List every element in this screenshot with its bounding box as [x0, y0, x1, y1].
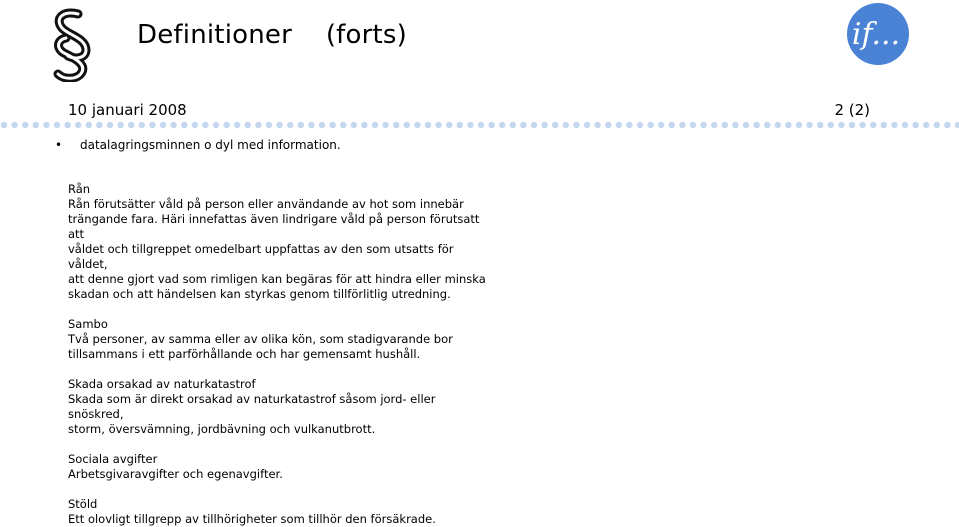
- definition-line: tillsammans i ett parförhållande och har gemensamt hushåll.: [68, 347, 421, 361]
- definition-heading: Skada orsakad av naturkatastrof: [68, 377, 256, 391]
- divider-dot: [870, 122, 876, 128]
- divider-dot: [64, 122, 70, 128]
- bullet-text: datalagringsminnen o dyl med information.: [80, 138, 341, 152]
- divider-dot: [912, 122, 918, 128]
- divider-dot: [372, 122, 378, 128]
- divider-dot: [361, 122, 367, 128]
- bullet-marker: •: [55, 138, 63, 152]
- divider-dot: [425, 122, 431, 128]
- definition-heading: Sociala avgifter: [68, 452, 158, 466]
- divider-dot: [594, 122, 600, 128]
- divider-dot: [573, 122, 579, 128]
- divider-dot: [149, 122, 155, 128]
- definition-heading: Stöld: [68, 497, 98, 511]
- divider-dot: [170, 122, 176, 128]
- definition-line: skadan och att händelsen kan styrkas genom tillförlitlig utredning.: [68, 287, 451, 301]
- divider-dot: [743, 122, 749, 128]
- divider-dot: [202, 122, 208, 128]
- divider-dot: [563, 122, 569, 128]
- divider-dot: [435, 122, 441, 128]
- divider-dot: [806, 122, 812, 128]
- divider-dot: [117, 122, 123, 128]
- divider-dot: [266, 122, 272, 128]
- divider-dot: [213, 122, 219, 128]
- divider-dot: [234, 122, 240, 128]
- divider-dot: [944, 122, 950, 128]
- definition-line: storm, översvämning, jordbävning och vulkanutbrott.: [68, 422, 376, 436]
- divider-dot: [340, 122, 346, 128]
- divider-dot: [75, 122, 81, 128]
- divider-dot: [605, 122, 611, 128]
- dotted-divider: [0, 118, 959, 132]
- divider-dot: [86, 122, 92, 128]
- definition-heading: Sambo: [68, 317, 108, 331]
- divider-dot: [457, 122, 463, 128]
- definition-stold: [68, 497, 488, 527]
- definitions-list: [68, 182, 488, 527]
- divider-dot: [796, 122, 802, 128]
- divider-dot: [700, 122, 706, 128]
- divider-dot: [637, 122, 643, 128]
- divider-dot: [351, 122, 357, 128]
- definition-sambo: [68, 317, 488, 362]
- divider-dot: [891, 122, 897, 128]
- if-logo: [846, 2, 910, 66]
- divider-dot: [478, 122, 484, 128]
- divider-dot: [849, 122, 855, 128]
- divider-dot: [404, 122, 410, 128]
- divider-dot: [838, 122, 844, 128]
- divider-dot: [722, 122, 728, 128]
- divider-dot: [446, 122, 452, 128]
- divider-dot: [764, 122, 770, 128]
- divider-dot: [785, 122, 791, 128]
- divider-dot: [669, 122, 675, 128]
- definition-line: Arbetsgivaravgifter och egenavgifter.: [68, 467, 283, 481]
- definition-line: Rån förutsätter våld på person eller användande av hot som innebär: [68, 197, 464, 211]
- divider-dot: [139, 122, 145, 128]
- divider-dot: [955, 122, 959, 128]
- divider-dot: [33, 122, 39, 128]
- definition-sociala-avgifter: [68, 452, 488, 482]
- divider-dot: [828, 122, 834, 128]
- if-logo-text: if...: [851, 17, 901, 52]
- divider-dot: [934, 122, 940, 128]
- divider-dot: [276, 122, 282, 128]
- definition-line: trängande fara. Häri innefattas även lindrigare våld på person förutsatt att: [68, 212, 480, 241]
- divider-dot: [467, 122, 473, 128]
- divider-dot: [160, 122, 166, 128]
- definition-heading: Rån: [68, 182, 91, 196]
- divider-dot: [393, 122, 399, 128]
- divider-dot: [510, 122, 516, 128]
- divider-dot: [626, 122, 632, 128]
- page-title: Definitioner (forts): [137, 20, 408, 50]
- divider-dot: [923, 122, 929, 128]
- divider-dot: [531, 122, 537, 128]
- divider-dot: [107, 122, 113, 128]
- divider-dot: [552, 122, 558, 128]
- divider-dot: [11, 122, 17, 128]
- divider-dot: [647, 122, 653, 128]
- divider-dot: [255, 122, 261, 128]
- divider-dot: [541, 122, 547, 128]
- divider-dot: [775, 122, 781, 128]
- divider-dot: [96, 122, 102, 128]
- divider-dot: [54, 122, 60, 128]
- definition-line: Två personer, av samma eller av olika kön, som stadigvarande bor: [68, 332, 453, 346]
- divider-dot: [902, 122, 908, 128]
- divider-dot: [414, 122, 420, 128]
- divider-dot: [192, 122, 198, 128]
- divider-dot: [308, 122, 314, 128]
- divider-dot: [499, 122, 505, 128]
- definition-line: att denne gjort vad som rimligen kan begäras för att hindra eller minska: [68, 272, 486, 286]
- divider-dot: [181, 122, 187, 128]
- divider-dot: [382, 122, 388, 128]
- divider-dot: [128, 122, 134, 128]
- divider-dot: [658, 122, 664, 128]
- document-date: 10 januari 2008: [68, 101, 187, 119]
- definition-line: våldet och tillgreppet omedelbart uppfattas av den som utsatts för våldet,: [68, 242, 454, 271]
- divider-dot: [245, 122, 251, 128]
- divider-dot: [753, 122, 759, 128]
- page-number: 2 (2): [834, 101, 870, 119]
- divider-dot: [711, 122, 717, 128]
- divider-dot: [881, 122, 887, 128]
- definition-line: Ett olovligt tillgrepp av tillhörigheter som tillhör den försäkrade.: [68, 512, 436, 526]
- definition-ran: [68, 182, 488, 302]
- divider-dot: [817, 122, 823, 128]
- divider-dot: [329, 122, 335, 128]
- divider-dot: [223, 122, 229, 128]
- divider-dot: [319, 122, 325, 128]
- definition-line: Skada som är direkt orsakad av naturkatastrof såsom jord- eller snöskred,: [68, 392, 436, 421]
- divider-dot: [43, 122, 49, 128]
- divider-dot: [520, 122, 526, 128]
- paragraph-logo: [46, 8, 98, 82]
- definition-naturkatastrof: [68, 377, 488, 437]
- divider-dot: [488, 122, 494, 128]
- divider-dot: [616, 122, 622, 128]
- divider-dot: [679, 122, 685, 128]
- divider-dot: [859, 122, 865, 128]
- divider-dot: [1, 122, 7, 128]
- divider-dot: [732, 122, 738, 128]
- divider-dot: [22, 122, 28, 128]
- divider-dot: [584, 122, 590, 128]
- divider-dot: [298, 122, 304, 128]
- divider-dot: [690, 122, 696, 128]
- divider-dot: [287, 122, 293, 128]
